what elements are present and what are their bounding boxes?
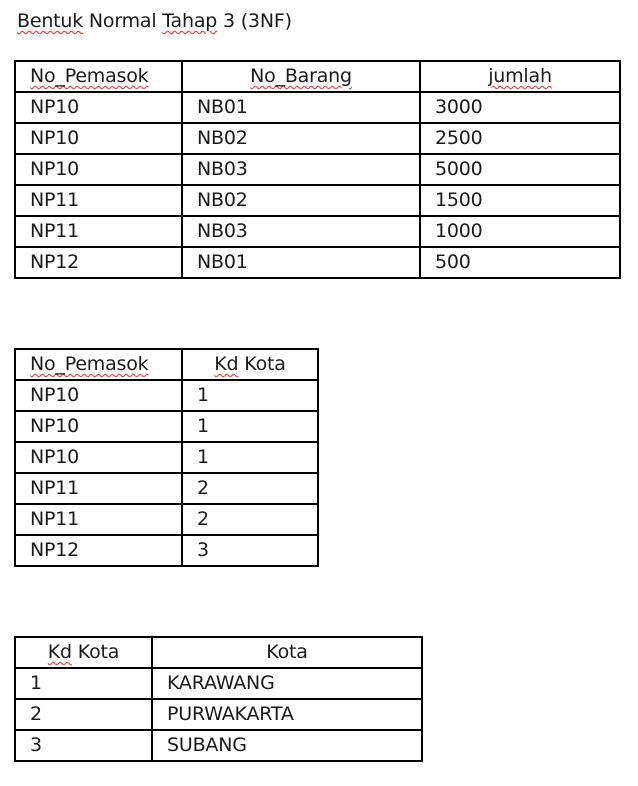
cell-no-pemasok: NP10 bbox=[15, 442, 182, 473]
header-no-barang: No_Barang bbox=[182, 61, 420, 92]
cell-no-barang: NB03 bbox=[182, 216, 420, 247]
table-pemasok-barang bbox=[14, 60, 621, 279]
cell-jumlah: 3000 bbox=[420, 92, 620, 123]
cell-no-pemasok: NP10 bbox=[15, 154, 182, 185]
cell-kd-kota: 1 bbox=[182, 442, 318, 473]
cell-jumlah: 500 bbox=[420, 247, 620, 278]
cell-kota: KARAWANG bbox=[152, 668, 422, 699]
table-row bbox=[15, 92, 620, 123]
cell-kd-kota: 2 bbox=[15, 699, 152, 730]
table-header-row bbox=[15, 61, 620, 92]
cell-no-barang: NB02 bbox=[182, 185, 420, 216]
cell-no-pemasok: NP12 bbox=[15, 535, 182, 566]
header-jumlah: jumlah bbox=[420, 61, 620, 92]
cell-kd-kota: 1 bbox=[182, 380, 318, 411]
table-header-row bbox=[15, 349, 318, 380]
cell-jumlah: 1500 bbox=[420, 185, 620, 216]
table-row bbox=[15, 247, 620, 278]
cell-no-pemasok: NP12 bbox=[15, 247, 182, 278]
table-row bbox=[15, 123, 620, 154]
cell-jumlah: 1000 bbox=[420, 216, 620, 247]
table-row bbox=[15, 411, 318, 442]
table-row bbox=[15, 535, 318, 566]
cell-no-pemasok: NP11 bbox=[15, 504, 182, 535]
table-row bbox=[15, 154, 620, 185]
title-suffix: 3 (3NF) bbox=[217, 10, 292, 32]
cell-kd-kota: 1 bbox=[15, 668, 152, 699]
cell-no-barang: NB02 bbox=[182, 123, 420, 154]
cell-kd-kota: 2 bbox=[182, 504, 318, 535]
cell-kd-kota: 3 bbox=[15, 730, 152, 761]
title-word-tahap: Tahap bbox=[162, 10, 218, 32]
table-row bbox=[15, 699, 422, 730]
cell-no-barang: NB01 bbox=[182, 92, 420, 123]
cell-no-pemasok: NP11 bbox=[15, 216, 182, 247]
table-row bbox=[15, 504, 318, 535]
cell-kota: SUBANG bbox=[152, 730, 422, 761]
table-row bbox=[15, 442, 318, 473]
cell-no-pemasok: NP10 bbox=[15, 380, 182, 411]
header-kd-kota: Kd Kota bbox=[182, 349, 318, 380]
header-no-pemasok: No_Pemasok bbox=[15, 349, 182, 380]
cell-no-pemasok: NP10 bbox=[15, 123, 182, 154]
header-kota: Kota bbox=[152, 637, 422, 668]
cell-no-pemasok: NP11 bbox=[15, 185, 182, 216]
cell-no-pemasok: NP10 bbox=[15, 411, 182, 442]
cell-no-pemasok: NP10 bbox=[15, 92, 182, 123]
table-header-row bbox=[15, 637, 422, 668]
header-no-pemasok: No_Pemasok bbox=[15, 61, 182, 92]
table-row bbox=[15, 730, 422, 761]
cell-kd-kota: 3 bbox=[182, 535, 318, 566]
cell-jumlah: 2500 bbox=[420, 123, 620, 154]
cell-no-barang: NB03 bbox=[182, 154, 420, 185]
header-kd-kota: Kd Kota bbox=[15, 637, 152, 668]
table-row bbox=[15, 216, 620, 247]
cell-kd-kota: 2 bbox=[182, 473, 318, 504]
cell-jumlah: 5000 bbox=[420, 154, 620, 185]
table-kota bbox=[14, 636, 423, 762]
table-row bbox=[15, 185, 620, 216]
table-pemasok-kota bbox=[14, 348, 319, 567]
cell-kd-kota: 1 bbox=[182, 411, 318, 442]
table-row bbox=[15, 668, 422, 699]
cell-no-barang: NB01 bbox=[182, 247, 420, 278]
title-word-normal: Normal bbox=[83, 10, 163, 32]
cell-no-pemasok: NP11 bbox=[15, 473, 182, 504]
table-row bbox=[15, 473, 318, 504]
document-title bbox=[17, 10, 292, 32]
cell-kota: PURWAKARTA bbox=[152, 699, 422, 730]
title-word-bentuk: Bentuk bbox=[17, 10, 84, 32]
table-row bbox=[15, 380, 318, 411]
